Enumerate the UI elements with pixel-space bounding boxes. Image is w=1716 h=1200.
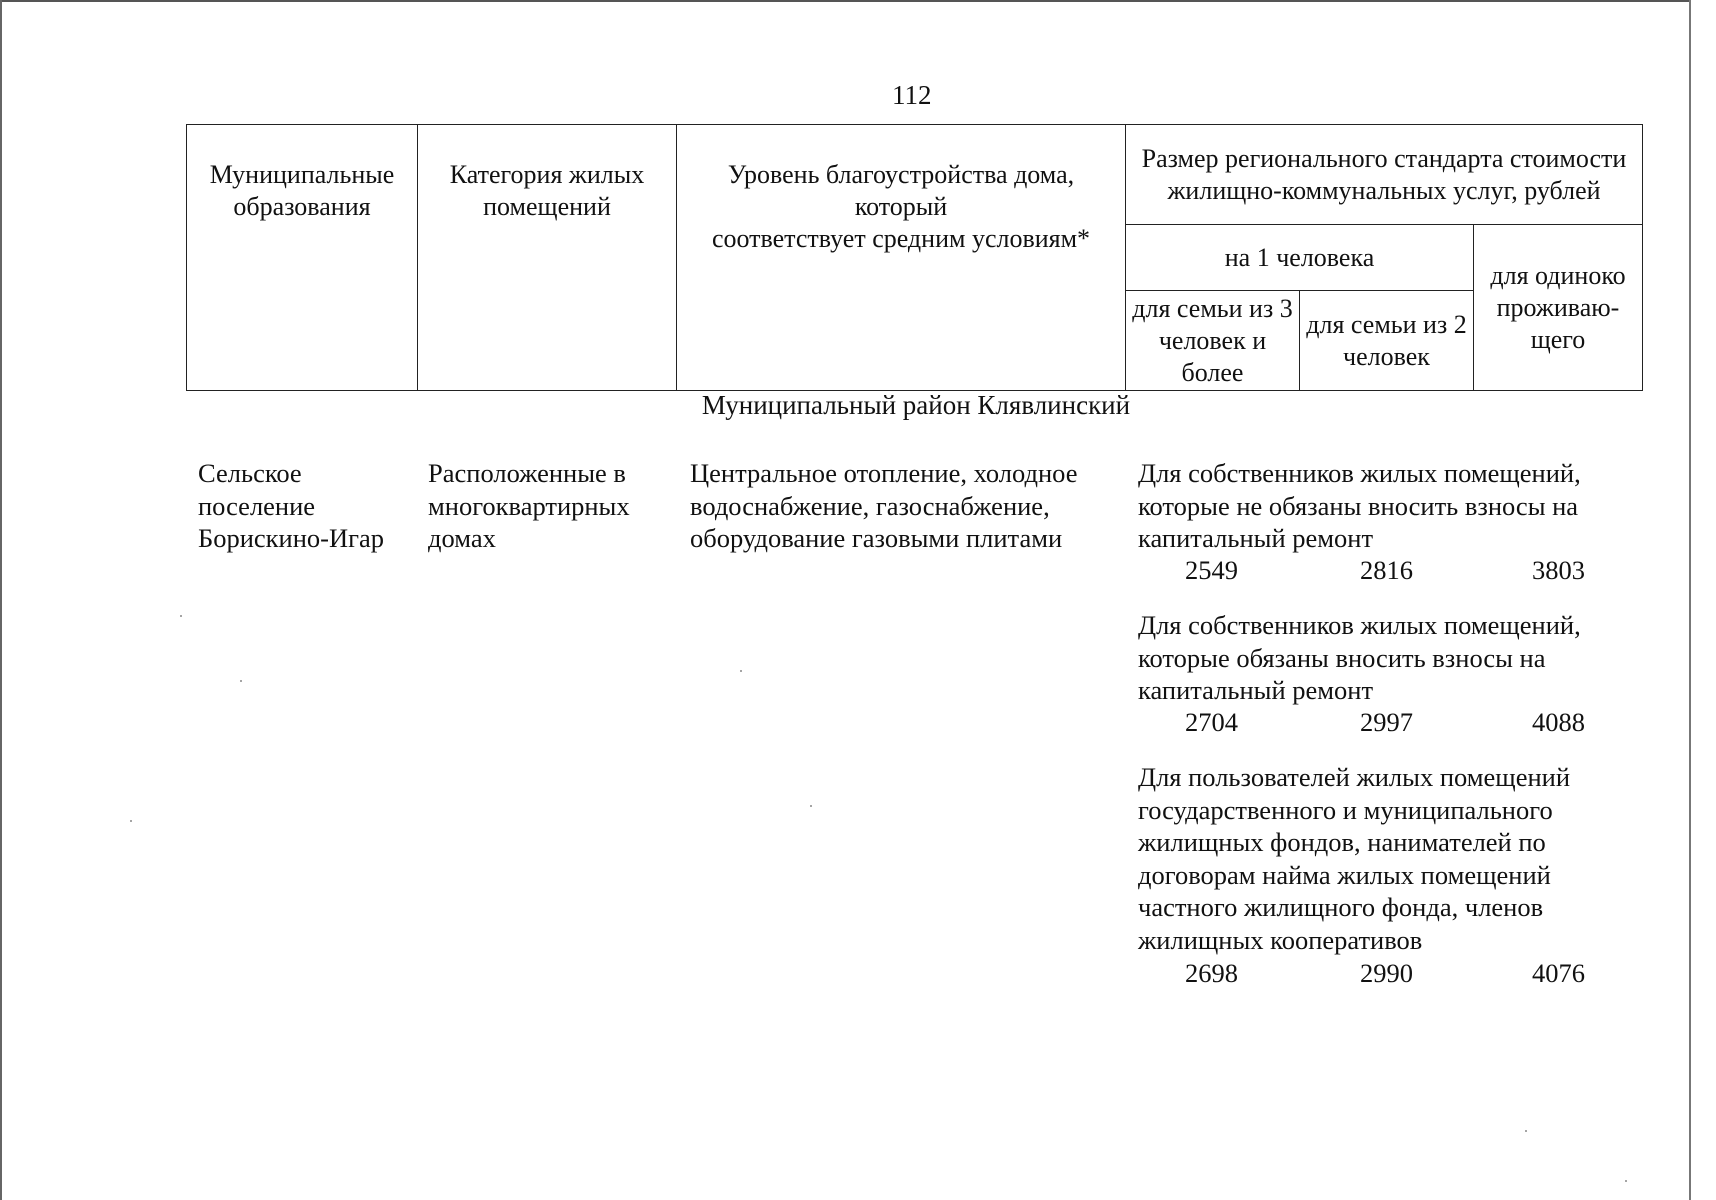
category-line: домах (428, 523, 496, 553)
value-family3: 2698 (1185, 958, 1238, 988)
header-single: для одиноко проживаю-щего (1474, 225, 1643, 391)
user-group (1138, 761, 1570, 956)
page-number: 112 (892, 80, 932, 110)
group-line: которые не обязаны вносить взносы на (1138, 490, 1579, 521)
category-cell (428, 457, 630, 555)
scan-speck (130, 820, 132, 822)
value-family2: 2997 (1360, 707, 1413, 737)
group-line: договорам найма жилых помещений (1138, 859, 1551, 890)
group-line: Для собственников жилых помещений, (1138, 458, 1581, 488)
level-line: водоснабжение, газоснабжение, (690, 490, 1050, 521)
header-category: Категория жилых помещений (418, 125, 677, 391)
header-standard: Размер регионального стандарта стоимости жилищно-коммунальных услуг, рублей (1126, 125, 1643, 225)
category-line: Расположенные в (428, 458, 626, 488)
scan-speck (1625, 1180, 1627, 1182)
scan-speck (240, 680, 242, 682)
value-family3: 2549 (1185, 555, 1238, 585)
group-line: Для собственников жилых помещений, (1138, 610, 1581, 640)
header-family2: для семьи из 2 человек (1300, 291, 1474, 391)
header-level-line2: соответствует средним условиям* (711, 224, 1091, 253)
group-line: которые обязаны вносить взносы на (1138, 642, 1546, 673)
header-per-person: на 1 человека (1126, 225, 1474, 291)
scan-border-left (0, 0, 2, 1200)
group-line: Для пользователей жилых помещений (1138, 762, 1571, 792)
group-line: частного жилищного фонда, членов (1138, 892, 1544, 922)
value-single: 4076 (1532, 958, 1585, 988)
group-line: жилищных фондов, нанимателей по (1138, 827, 1546, 857)
district-title: Муниципальный район Клявлинский (701, 390, 1131, 420)
group-line: капитальный ремонт (1138, 523, 1374, 553)
municipal-cell (198, 457, 384, 555)
value-family3: 2704 (1185, 707, 1238, 737)
owner-group-no-obligation (1138, 457, 1581, 555)
scan-speck (180, 615, 182, 617)
level-line: Центральное отопление, холодное (690, 458, 1078, 488)
scan-border-right (1689, 0, 1691, 1200)
group-line: государственного и муниципального (1138, 794, 1553, 825)
value-single: 4088 (1532, 707, 1585, 737)
scan-speck (1525, 1130, 1527, 1132)
category-line: многоквартирных (428, 490, 630, 521)
header-municipal: Муниципальные образования (187, 125, 418, 391)
municipal-line: Борискино-Игар (198, 523, 384, 553)
level-line: оборудование газовыми плитами (690, 523, 1063, 553)
scan-speck (740, 670, 742, 672)
value-family2: 2990 (1360, 958, 1413, 988)
scan-border-top (0, 0, 1690, 2)
municipal-line: поселение (198, 490, 316, 521)
municipal-line: Сельское (198, 458, 302, 488)
header-level (677, 125, 1126, 391)
header-table (186, 124, 1643, 391)
owner-group-obligation (1138, 609, 1581, 707)
group-line: жилищных кооперативов (1138, 924, 1423, 955)
header-level-line1: Уровень благоустройства дома, который (727, 160, 1075, 221)
header-family3: для семьи из 3 человек и более (1126, 291, 1300, 391)
value-family2: 2816 (1360, 555, 1413, 585)
value-single: 3803 (1532, 555, 1585, 585)
scan-speck (810, 805, 812, 807)
group-line: капитальный ремонт (1138, 675, 1374, 705)
level-cell (690, 457, 1077, 555)
